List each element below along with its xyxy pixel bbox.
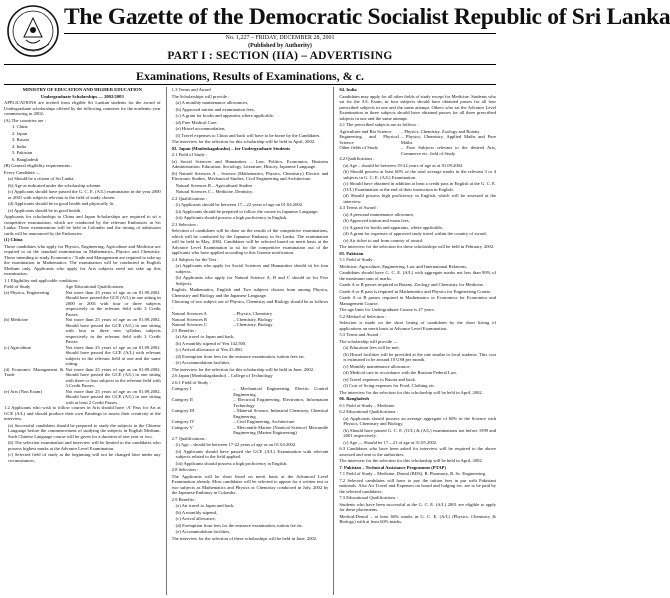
paragraph: Selection is made on the short listing of candidates by the short listing of applications on merit basis at Advance Level Examination. [339, 320, 497, 331]
part-title: PART I : SECTION (IIA) – ADVERTISING [167, 50, 393, 62]
paragraph: 6.2 Educational Qualifications : [339, 409, 398, 414]
paragraph: (b) Approved tuition and exam fees, [343, 218, 410, 223]
masthead [0, 0, 670, 64]
table-row [172, 397, 329, 408]
row-label: Category IV [171, 419, 195, 424]
state-emblem-icon [6, 4, 60, 58]
row-label: Natural Sciences B [171, 316, 207, 322]
paragraph: (a) Age – should be between 19-22 years of age as at 01.09.2002. [343, 162, 464, 168]
table-row [172, 322, 329, 328]
paragraph: 7.1 Field of Study – Medicine, Dental (BDS), B. Pharmacy, B. Sc. Engineering. [339, 471, 487, 476]
paragraph: Grade A or B passes required in Botany, Zoology and Chemistry for Medicine. [339, 282, 484, 287]
paragraph: 4.3 Terms of Award : [339, 205, 378, 210]
column-3 [339, 87, 496, 595]
section-title: Undergraduate Scholarships — 2002/2003 [40, 93, 124, 99]
paragraph: (ii) Applicants should have passed the GCE (A/L) Examination with relevant subjects related to the field applied. [175, 448, 329, 459]
row-value: Not more than 25 years of age as on 01.09.2002. Should have passed the GCE (A/L) with relevant subjects in the relevant field at one and the same sitting. [65, 344, 161, 366]
paragraph: 7.3 Educational Qualifications : [339, 495, 398, 500]
paragraph: Medicine, Agriculture, Engineering, Law and International Relations. [339, 263, 468, 269]
row-value: – Chemistry, Biology [233, 316, 273, 322]
row-label: Field of Study [4, 284, 31, 289]
paragraph: 2.1 Field of Study : [171, 152, 208, 157]
table-row [339, 134, 496, 145]
paragraph: Applicants for scholarships to China and Japan Scholarships are required to sit a competitive examination, which are conducted by the relevant Embassies in Sri Lanka. These examinations will be held in Colombo and the timing of admission cards will be announced by the Embassies. [4, 214, 161, 236]
section-rule [4, 84, 496, 85]
paragraph: 4. India [12, 143, 27, 149]
paragraph: Those candidates who apply for Physics, Engineering, Agriculture and Medicine are required to sit the standard examination in Mathematics, Physics and Chemistry. Those intending to study Economics / Trade and Management are required to take up the examination in Mathematics. The examination will be conducted in English Medium only. Applicants who apply for Arts subjects need not take up this examination. [4, 243, 161, 276]
paragraph: Grade A or B pass is required in Mathematics and Physics for Engineering Course. [339, 288, 492, 294]
paragraph: Candidates should have G. C. E. (A/L) with aggregate marks not less than 80% of the maximum sum of marks. [339, 270, 497, 281]
issue-line: No. 1,227 – FRIDAY, DECEMBER 28, 2001 [225, 35, 335, 41]
paragraph: (b) Natural Sciences A – Science (Mathematics, Physics, Chemistry) Electric and Electronic Studies, Mechanical Studies, Civil Engineering and Architecture. [171, 170, 329, 181]
row-label: Category II [171, 397, 193, 402]
row-value: Not more than 25 years of age as on 01.09.2002. Should have passed the GCE (A/L) in one sitting with four or three new syllabus subjects respectively in the relevant field with 3 Credit Passes. [65, 317, 161, 344]
paragraph: (d) A grant for expenses of approved study travel within the country of award, [343, 231, 487, 236]
column-divider [166, 87, 167, 595]
paragraph: The interview for the selection for this scholarship will be held in June, 2002. [171, 366, 315, 372]
paragraph: 2.2 Qualifications : [171, 195, 208, 201]
section-title: 04. India [339, 87, 357, 92]
row-value: – Physics, Chemistry [233, 311, 273, 316]
paragraph: (c) Selected field of study at the beginning will not be changed later under any circumstances. [8, 452, 161, 463]
paragraph: (e) Accommodation facilities. [175, 360, 231, 365]
paragraph: 5. Pakistan [12, 150, 33, 155]
row-label: Natural Sciences A [171, 311, 207, 316]
section-title: MINISTRY OF EDUCATION AND HIGHER EDUCATION [22, 87, 142, 92]
paragraph: 6. Bangladesh [12, 156, 39, 162]
paragraph: 5.2 Method of Selection : [339, 313, 387, 319]
paragraph: (c) Age — Should be 17—21 of age at 31.05.2002. [343, 439, 438, 445]
paragraph: Students who have been successful at the G. C. E. (A/L) 2001 are eligible to apply for these placements. [339, 501, 497, 512]
row-value: Age Educational Qualifications [65, 284, 124, 289]
row-value: – Mechanical Engineering, Electric Control Engineering [233, 386, 329, 397]
table-row [172, 386, 329, 397]
table-row [4, 290, 161, 318]
row-value: – Four Subjects relevant to the desired Arts, Commerce etc. field of Study. [400, 145, 497, 156]
table-row [172, 408, 329, 419]
paragraph: Candidates may apply for all other fields of study except for Medicine. Students who sat for the A/L Exam, in four subjects should have obtained passes for all four prescribed subjects in one and the same attempt. Others who sat the Advance Level Examination in three subjects should have obtained passes for all three prescribed subjects in one and the same attempt. [339, 93, 497, 121]
paragraph: 1.3 Terms and Award [171, 87, 211, 92]
paragraph: (e) Accommodation facilities. [175, 529, 231, 534]
paragraph: (b) Should have passed G. C. E. (O/L) & (A/L) examinations not before 1999 and 2001 respectively. [343, 427, 497, 438]
column-2 [172, 87, 329, 595]
row-label: Category I [171, 386, 192, 391]
table-row [4, 317, 161, 345]
section-title: 05. Pakistan [339, 250, 364, 256]
paragraph: 1.2 Applicants who wish to follow courses in Arts should have ‘A’ Pass for Art at GCE (A/L) and should produce their own Paintings to assess their creativity at the interview. [4, 405, 161, 421]
row-label: Other fields of Study [339, 145, 379, 150]
paragraph: The interview for the selection for this scholarship will be held in April, 2002. [339, 458, 483, 463]
section-title: 06. Bangladesh [339, 396, 369, 401]
paragraph: (a) Successful candidates should be prepared to study the subjects in the Chinese Language before the commencement of studying the subjects in English Medium. Such Chinese Language course will be given for a duration of one year or two. [8, 422, 161, 439]
paragraph: (d) Free Medical Care, [175, 119, 218, 125]
paragraph: (d) Exemption from fees for the entrance examination, tuition fee etc. [175, 522, 304, 528]
paragraph: (d) Exemption from fees for the entrance examination, tuition fees etc. [175, 353, 306, 359]
paragraph: The interview for the selection for this scholarship will be held in April, 2002. [339, 389, 483, 395]
paragraph: Grade A or B passes required in Mathematics or Economics for Economics and Management Course. [339, 295, 497, 306]
paragraph: (a) A personal maintenance allowance, [343, 211, 415, 217]
paragraph: 5.3 Terms and Award : [339, 332, 381, 337]
row-value: – Chemistry, Biology [233, 322, 273, 327]
row-value: – Mercantile Marine (Nautical Science) Mercantile Engineering (Marine Engineering) [233, 424, 329, 435]
authority-line: (Published by Authority) [248, 43, 312, 49]
row-label: Category III [171, 408, 195, 413]
row-value: – Civil Engineering, Architecture [233, 419, 295, 424]
row-label: Category V [171, 424, 193, 430]
paragraph: Choosing of two subject out of Physics, Chemistry and Biology should be as follows : [171, 299, 329, 310]
paragraph: (a) Social Sciences and Humanities – Law, Politics, Economics, Business Administration, Education, Sociology, Literature, History, Japanese Language. [171, 158, 329, 169]
paragraph: (c) Monthly maintenance allowance. [343, 363, 411, 369]
paragraph: 2.5 Benefits : [171, 327, 197, 333]
paragraph: (c) A grant for books and apparatus where applicable, [175, 113, 275, 118]
paragraph: (e) Travel expenses to Russia and back. [343, 376, 416, 382]
paragraph: 6.1 Field of Study – Medicine [339, 402, 395, 408]
paragraph: Natural Sciences C – Medicine, Dentistry. [175, 189, 254, 194]
paragraph: (a) Applicants who apply for Social Sciences and Humanities should sit for four subjects. [175, 263, 329, 274]
paragraph: (i) Applicants should be between 17—22 years of age on 01.04.2002. [175, 202, 304, 207]
section-title: 02. Japan (Monbukagakusho) – for Undergraduate Students [171, 145, 291, 151]
paragraph: (a) Should be a citizen of Sri Lanka. [8, 176, 75, 181]
paragraph: 6.3 Candidates who have been asked for interview will be required to the above assessed and sent to the authorities. [339, 446, 497, 457]
paragraph: (iii) Applicants should possess a high proficiency in English. [175, 460, 288, 466]
paragraph: APPLICATIONS are invited from eligible Sri Lankan students for the award of Undergraduate scholarships offered by the following countries for the academic year commencing in 2002. [4, 100, 161, 116]
paragraph: (c) Arrival allowance, [175, 516, 216, 521]
paragraph: (d) Medical care in accordance with the Russian Federal Law. [343, 370, 458, 375]
paragraph: (b) Applicants who apply for Natural Science A, B and C should sit for Five Subjects. [175, 275, 329, 286]
section-title: (1) China [4, 237, 23, 242]
paragraph: (e) Hostel accommodation, [175, 126, 226, 131]
paragraph: The Applicants will be short listed on merit basis at the Advanced Level Examination already. Most candidates will be selected to appear for a written test or two subjects as Mathematics and Physics or Chemistry conducted in July, 2002 by the Japanese Embassy in Colombo. [171, 473, 329, 495]
paragraph: (A) The countries are : [4, 117, 46, 123]
row-value: – Material Science, Industrial Chemistry, Chemical Engineering [233, 408, 329, 419]
paragraph: Selection of candidates will be done on the results of the competitive examinations, which will be conducted by the Japanese Embassy in Sri Lanka. The examination will be held in May, 2002. Candidates will be selected based on merit basis at the Advance Level Examination to sit for the competitive examination out of the applicants who have applied according to this Gazette notification. [171, 228, 329, 255]
paragraph: 2. Japan [12, 130, 28, 136]
title-rule [64, 33, 496, 34]
paragraph: (f) Travel expenses to China and back will have to be borne by the Candidates. [175, 132, 321, 138]
paragraph: (b) Approved tuition and examination fees, [175, 106, 255, 112]
paragraph: (b) A monthly stipend, [175, 509, 218, 515]
paragraph: Every Candidate — [4, 169, 41, 175]
paragraph: (c) Arrival allowance of Yen 25,000, [175, 347, 243, 352]
paragraph: 2.8 Selection : [171, 467, 199, 472]
paragraph: 2.6 Japan (Monbukagakusho) – College of Technology [171, 373, 273, 378]
paragraph: (a) Air travel to Japan and back, [175, 503, 235, 508]
paragraph: (e) Applicants should be in good health. [8, 207, 82, 213]
paragraph: 4.2 Qualifications : [339, 156, 375, 161]
paragraph: 2.9 Benefits : [171, 496, 197, 502]
paragraph: (b) Hostel facilities will be provided at the rate similar to local students. This cost is estimated to be around 10 US$ per month. [343, 351, 497, 362]
table-row [172, 425, 329, 436]
paragraph: (b) The selection examination and interview will be limited to the candidates who possess highest marks at the Advance Level Examination. [8, 440, 161, 451]
paragraph: (d) Should possess high proficiency in English, which will be assessed at the interview. [343, 193, 497, 204]
paragraph: (d) Applicants should be in good health and physically fit. [8, 201, 115, 206]
row-label: (a) Physics, Engineering [4, 289, 50, 295]
paragraph: 2.3 Selection : [171, 221, 199, 227]
row-label: (b) Medicine [4, 317, 28, 322]
paragraph: The Scholarships will provide : [171, 93, 230, 99]
paragraph: (f) Cost of living expenses for Food, Clothing etc. [343, 383, 436, 388]
paragraph: English, Mathematics, English and Two subjects chosen from among Physics, Chemistry and Biology and the Japanese Language. [171, 287, 329, 298]
paragraph: 2.7 Qualifications : [171, 435, 208, 441]
paragraph: Natural Sciences B – Agricultural Studies [175, 182, 253, 188]
paragraph: (B) General eligibility requirements : [4, 163, 73, 168]
table-row [4, 389, 161, 406]
paragraph: (ii) Applicants should be prepared to follow the course in Japanese Language. [175, 208, 319, 214]
paragraph: (a) Applicants should possess an average aggregate of 60% in the Science with Physics, Chemistry and Biology. [343, 415, 497, 426]
paragraph: 2.4 Subjects for the Test : [171, 256, 219, 262]
table-row [339, 145, 496, 156]
paragraph: 4.1 The prescribed subjects are as follows : [339, 122, 419, 127]
paragraph: 3. Russia [12, 137, 29, 142]
paragraph: (i) Age – should be between 17-22 years of age as on 01.04.2002. [175, 442, 297, 447]
row-value: Not more than 25 years of age as on 01.09.2002. Should have passed the GCE (A/L) in one sitting with at least 2 Credit Passes. [65, 388, 161, 405]
paragraph: (b) Should possess at least 60% of the total average marks in the relevant 3 or 4 subjects in G. C. E. (A/L) Examination. [343, 169, 497, 180]
row-label: Natural Sciences C [171, 322, 207, 327]
paragraph: (e) Air ticket to and from country of award. [343, 237, 424, 243]
row-value: – Physics, Chemistry, Applied Maths and Pure Maths [400, 134, 497, 145]
table-row [4, 345, 161, 367]
column-divider [333, 87, 334, 595]
article-columns [4, 87, 496, 595]
paragraph: 1.1 Eligibility and applicable conditions : [4, 277, 81, 283]
row-value: Not more than 25 years of age as on 01.09.2002. Should have passed the GCE (A/L) in one sitting in 2000 or 2001 with four or three subjects respectively in the relevant field with 3 Credit Passes. [65, 289, 161, 317]
paragraph: (b) Age as indicated under the scholarship scheme. [8, 182, 102, 188]
paragraph: (c) A grant for books and apparatus, where applicable, [343, 224, 443, 230]
paragraph: 7.2 Selected candidates will have to pay the tuition fees in par with Pakistani nationals. Also Air Travel and Expenses on board and lodging etc. are to be paid by the selected candidates. [339, 477, 497, 494]
section-title: 7. Pakistan – Technical Assistance Programme (PTAP) [339, 464, 446, 470]
paragraph: (a) Air travel to Japan and back, [175, 334, 235, 339]
row-label: (d) Economic Management & Trade [4, 366, 64, 377]
row-value: – Electrical Engineering, Electronics, Information Technology [233, 397, 329, 408]
paragraph: The interview for the selection for this scholarship will be held in April, 2002. [171, 139, 316, 144]
paragraph: The interview for the selection for these scholarships will be held in February, 2002. [339, 244, 495, 249]
row-label: (e) Arts (Non Exam) [4, 388, 42, 394]
masthead-rule [4, 64, 496, 65]
paragraph: (c) Should have obtained in addition at least a credit pass in English at the G. C. E. (O/L) Examination at the end of their instruction in English. [343, 181, 497, 192]
column-1 [4, 87, 161, 595]
paragraph: (a) Education fees will be met. [343, 345, 400, 350]
paragraph: (b) A monthly stipend of Yen 142,500, [175, 340, 247, 346]
paragraph: 2.6.1 Field of Study : [171, 379, 211, 385]
row-label: Engineering and Physical Science [339, 134, 399, 145]
paragraph: Medical/Dental – at least 60% marks in G. C. E. (A/L) (Physics, Chemistry & Biology) with at least 60% marks. [339, 513, 497, 524]
row-label: (c) Agriculture [4, 344, 32, 350]
paragraph: 5.1 Field of Study : [339, 257, 375, 262]
row-value: – Physics, Chemistry, Zoology and Botany [400, 128, 480, 134]
paragraph: 1. China [12, 124, 28, 129]
paragraph: (iii) Applicants should possess a high proficiency in English. [175, 215, 288, 220]
paragraph: The interview for the selection of these scholarships will be held in June, 2002. [171, 535, 318, 541]
table-row [4, 367, 161, 389]
row-value: Not more than 25 years of age as on 01.09.2002. Should have passed the GCE (A/L) in one sitting with three or four subjects in the relevant field with 3 Credit Passes. [65, 366, 161, 388]
paragraph: The scholarship will provide — [339, 338, 398, 344]
gazette-title: The Gazette of the Democratic Socialist Republic of Sri Lanka [64, 4, 670, 30]
paragraph: The age limit for Undergraduate Course is 27 years. [339, 307, 435, 312]
row-label: Agriculture and Bio Science [339, 128, 392, 134]
paragraph: (a) A monthly maintenance allowances, [175, 100, 249, 105]
paragraph: (c) Applicants should have passed the G. C. E. (A/L) examination in the year 2000 or 2001 with subjects relevant to the field of study chosen. [8, 189, 161, 200]
section-heading: Examinations, Results of Examinations, & c. [135, 69, 365, 83]
